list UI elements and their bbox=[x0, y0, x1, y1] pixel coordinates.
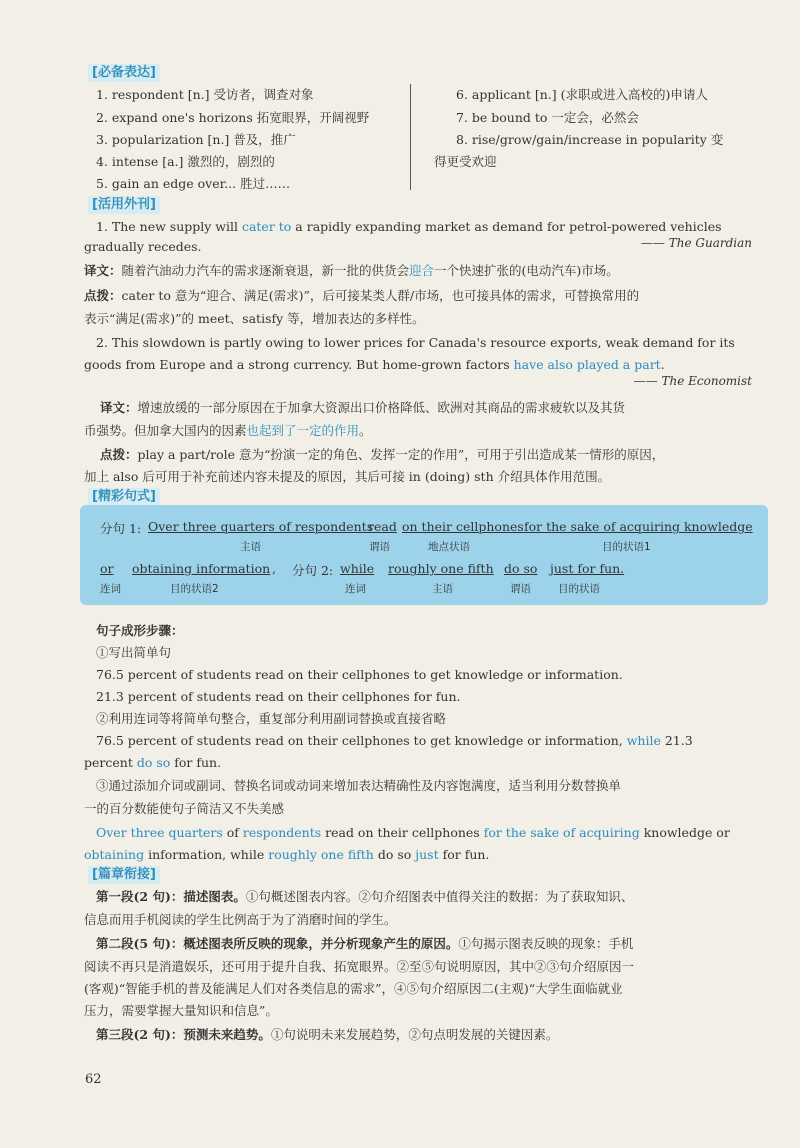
expression-item: 1. respondent [n.] 受访者，调查对象 bbox=[96, 87, 314, 102]
step-3-line-2: 一的百分数能使句子简洁又不失美感 bbox=[84, 801, 285, 816]
section-header-usage: [活用外刊] bbox=[88, 196, 160, 214]
paragraph-2-line-3: (客观)“智能手机的普及能满足人们对各类信息的需求”，④⑤句介绍原因二(主观)“大学生面临就业 bbox=[84, 981, 623, 996]
step-1-sentence-b: 21.3 percent of students read on their cellphones for fun. bbox=[96, 689, 461, 704]
highlight-phrase: cater to bbox=[241, 219, 292, 234]
step-2-sentence-line-1: 76.5 percent of students read on their cellphones to get knowledge or information, while 21.3 bbox=[96, 733, 693, 748]
translation-1: 译文：随着汽油动力汽车的需求逐渐衰退，新一批的供货会迎合一个快速扩张的(电动汽车)市场。 bbox=[84, 263, 619, 278]
clause-2-conj: while bbox=[340, 561, 375, 576]
expression-item: 得更受欢迎 bbox=[434, 154, 497, 169]
caption-predicate: 谓语 bbox=[369, 541, 390, 553]
source-economist: —— The Economist bbox=[633, 374, 752, 388]
step-2: ②利用连词等将简单句整合，重复部分利用副词替换或直接省略 bbox=[96, 711, 447, 726]
clause-1-label: 分句 1: bbox=[100, 521, 142, 536]
clause-2-purpose: just for fun. bbox=[550, 561, 625, 576]
step-2-sentence-line-2: percent do so for fun. bbox=[84, 755, 222, 770]
page-number: 62 bbox=[85, 1072, 102, 1087]
step-1: ①写出简单句 bbox=[96, 645, 172, 660]
clause-1-predicate: read bbox=[368, 519, 397, 534]
comma: , bbox=[272, 561, 276, 576]
final-sentence-line-2: obtaining information, while roughly one fifth do so just for fun. bbox=[84, 847, 490, 862]
paragraph-2-line-2: 阅读不再只是消遣娱乐，还可用于提升自我、拓宽眼界。②至⑤句说明原因，其中②③句介绍原因一 bbox=[84, 959, 635, 974]
clause-2-subject: roughly one fifth bbox=[388, 561, 494, 576]
example-2-line-1: 2. This slowdown is partly owing to lower prices for Canada's resource exports, weak demand for its bbox=[96, 335, 735, 350]
steps-title: 句子成形步骤： bbox=[96, 623, 184, 638]
caption-subject: 主语 bbox=[240, 541, 261, 553]
paragraph-1-line-2: 信息而用手机阅读的学生比例高于为了消磨时间的学生。 bbox=[84, 912, 397, 927]
paragraph-2-line-4: 压力，需要掌握大量知识和信息”。 bbox=[84, 1003, 278, 1018]
clause-1-purpose-2: obtaining information bbox=[132, 561, 271, 576]
expression-item: 5. gain an edge over... 胜过…… bbox=[96, 176, 291, 191]
sentence-analysis-box bbox=[80, 505, 768, 605]
expression-item: 4. intense [a.] 激烈的，剧烈的 bbox=[96, 154, 275, 169]
caption-conj: 连词 bbox=[100, 583, 121, 595]
tip-1-line-1: 点拨：cater to 意为“迎合、满足(需求)”，后可接某类人群/市场，也可接具体的需求，可替换常用的 bbox=[84, 288, 640, 303]
tip-2-line-1: 点拨：play a part/role 意为“扮演一定的角色、发挥一定的作用”，可用于引出造成某一情形的原因， bbox=[100, 447, 665, 462]
tip-1-line-2: 表示“满足(需求)”的 meet、satisfy 等，增加表达的多样性。 bbox=[84, 311, 425, 326]
expression-item: 8. rise/grow/gain/increase in popularity 变 bbox=[456, 132, 724, 147]
expression-item: 6. applicant [n.] (求职或进入高校的)申请人 bbox=[456, 87, 708, 102]
translation-2-line-1: 译文：增速放缓的一部分原因在于加拿大资源出口价格降低、欧洲对其商品的需求疲软以及其货 bbox=[100, 400, 626, 415]
expression-item: 3. popularization [n.] 普及，推广 bbox=[96, 132, 296, 147]
clause-2-predicate: do so bbox=[504, 561, 538, 576]
column-divider bbox=[410, 84, 411, 190]
paragraph-2-line-1: 第二段(5 句)：概述图表所反映的现象，并分析现象产生的原因。①句揭示图表反映的现象：手机 bbox=[96, 936, 634, 951]
paragraph-1-line-1: 第一段(2 句)：描述图表。①句概述图表内容。②句介绍图表中值得关注的数据：为了获取知识、 bbox=[96, 889, 634, 904]
clause-1-subject: Over three quarters of respondents bbox=[148, 519, 374, 534]
step-1-sentence-a: 76.5 percent of students read on their cellphones to get knowledge or information. bbox=[96, 667, 623, 682]
paragraph-3-line-1: 第三段(2 句)：预测未来趋势。①句说明未来发展趋势，②句点明发展的关键因素。 bbox=[96, 1027, 559, 1042]
example-2-line-2: goods from Europe and a strong currency. But home-grown factors have also played a part. bbox=[84, 357, 665, 372]
expression-item: 7. be bound to 一定会，必然会 bbox=[456, 110, 639, 125]
step-3-line-1: ③通过添加介词或副词、替换名词或动词来增加表达精确性及内容饱满度，适当利用分数替换单 bbox=[96, 778, 622, 793]
example-1-line-1: 1. The new supply will cater to a rapidly expanding market as demand for petrol-powered vehicles bbox=[96, 219, 722, 234]
clause-2-label: 分句 2: bbox=[292, 563, 334, 578]
final-sentence-line-1: Over three quarters of respondents read on their cellphones for the sake of acquiring knowledge or bbox=[96, 825, 730, 840]
section-header-expressions: [必备表达] bbox=[88, 64, 160, 82]
clause-1-conj: or bbox=[100, 561, 114, 576]
translation-2-line-2: 币强势。但加拿大国内的因素也起到了一定的作用。 bbox=[84, 423, 372, 438]
caption-purpose-1: 目的状语1 bbox=[602, 541, 651, 553]
clause-1-purpose-1: for the sake of acquiring knowledge bbox=[524, 519, 753, 534]
caption-purpose-2: 目的状语2 bbox=[170, 583, 219, 595]
caption-predicate-2: 谓语 bbox=[510, 583, 531, 595]
example-1-line-2: gradually recedes. bbox=[84, 239, 202, 254]
caption-place: 地点状语 bbox=[428, 541, 470, 553]
source-guardian: —— The Guardian bbox=[640, 236, 752, 250]
tip-2-line-2: 加上 also 后可用于补充前述内容未提及的原因，其后可接 in (doing) sth 介绍具体作用范围。 bbox=[84, 469, 611, 484]
caption-purpose-3: 目的状语 bbox=[558, 583, 600, 595]
caption-subject-2: 主语 bbox=[432, 583, 453, 595]
section-header-linking: [篇章衔接] bbox=[88, 866, 160, 884]
clause-1-place: on their cellphones bbox=[402, 519, 524, 534]
expression-item: 2. expand one's horizons 拓宽眼界，开阔视野 bbox=[96, 110, 370, 125]
section-header-sentence: [精彩句式] bbox=[88, 488, 160, 506]
caption-conj-2: 连词 bbox=[345, 583, 366, 595]
